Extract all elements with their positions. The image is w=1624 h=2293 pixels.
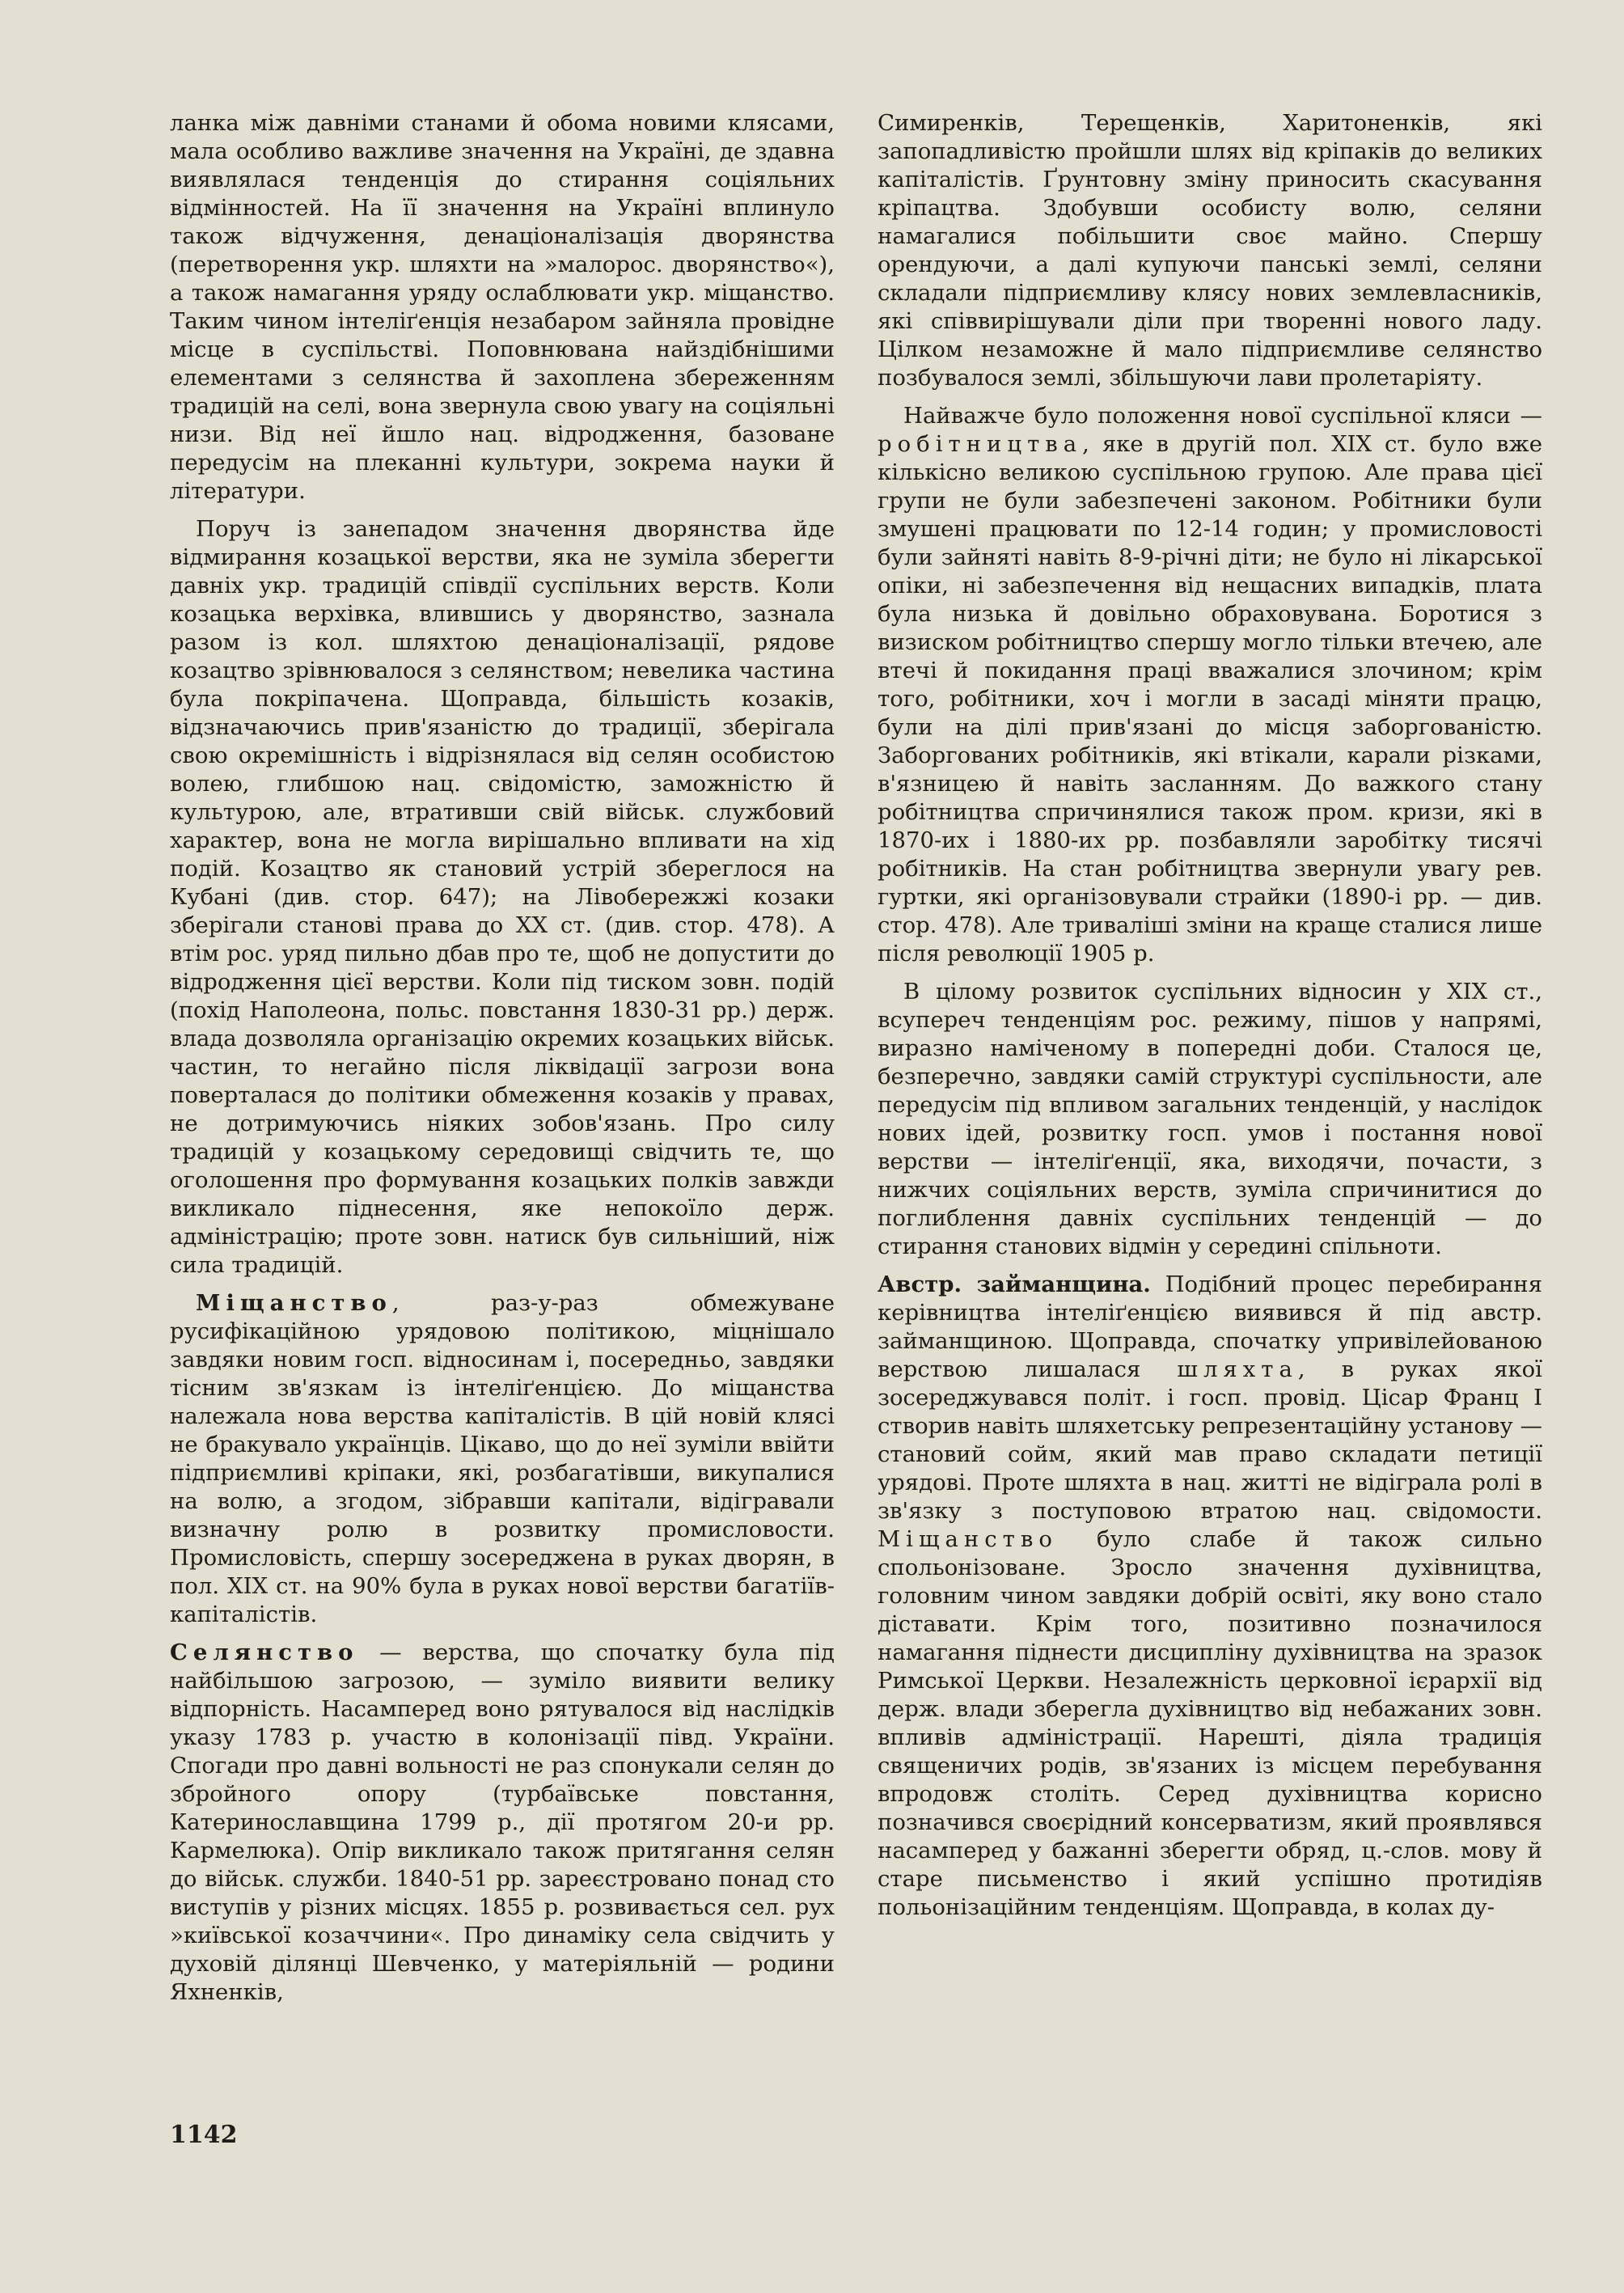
term-spaced: Міщанство <box>878 1526 1058 1552</box>
paragraph: ланка між давніми станами й обома новими клясами, мала особливо важливе значення на Україні, де здавна виявлялася тенденція до стирання соціяльних відмінностей. На її значення на Україні вплинуло також відчуження, денаціоналізація дворянства (перетворення укр. шляхти на »малорос. дворянство«), а також намагання уряду ослаблювати укр. міщанство. Таким чином інтеліґенція незабаром зайняла провідне місце в суспільстві. Поповнювана найздібнішими елементами з селянства й захоплена збереженням традицій на селі, вона звернула свою увагу на соціяльні низи. Від неї йшло нац. відродження, базоване передусім на плеканні культури, зокрема науки й літератури. <box>170 110 835 504</box>
term-spaced: шляхта <box>1177 1356 1298 1382</box>
paragraph <box>878 1271 1542 1922</box>
paragraph: Симиренків, Терещенків, Харитоненків, які запопадливістю пройшли шлях від кріпаків до великих капіталістів. Ґрунтовну зміну приносить скасування кріпацтва. Здобувши особисту волю, селяни намагалися побільшити своє майно. Спершу орендуючи, а далі купуючи панські землі, селяни складали підприємливу клясу нових землевласників, які співвирішували діли при творенні нового ладу. Цілком незаможне й мало підприємливе селянство позбувалося землі, збільшуючи лави пролетаріяту. <box>878 110 1542 391</box>
paragraph-text: — верства, що спочатку була під найбільшою загрозою, — зуміло виявити велику відпорність. Насамперед воно рятувалося від наслідків указу 1783 р. участю в колонізації півд. України. Спогади про давні вольності не раз спонукали селян до збройного опору (турбаївське повстання, Катеринославщина 1799 р., дії протягом 20-и рр. Кармелюка). Опір викликало також притягання селян до військ. служби. 1840-51 рр. зареєстровано понад сто виступів у різних місцях. 1855 р. розвивається сел. рух »київської козаччини«. Про динаміку села свідчить у духовій ділянці Шевченко, у матеріяльній — родини Яхненків, <box>170 1639 835 2005</box>
paragraph <box>170 1289 835 1629</box>
term-lead: Міщанство <box>196 1290 392 1316</box>
paragraph: В цілому розвиток суспільних відносин у XIX ст., всупереч тенденціям рос. режиму, пішов у напрямі, виразно наміченому в попередні доби. Сталося це, безперечно, завдяки самій структурі суспільности, але передусім під впливом загальних тенденцій, у наслідок нових ідей, розвитку госп. умов і постання нової верстви — інтеліґенції, яка, виходячи, почасти, з нижчих соціяльних верств, зуміла спричинитися до поглиблення давніх суспільних тенденцій — до стирання станових відмін у середині спільноти. <box>878 979 1542 1259</box>
term-lead: Селянство <box>170 1639 359 1665</box>
paragraph-text: Найважче було положення нової суспільної кляси — <box>903 403 1542 429</box>
paragraph <box>878 402 1542 968</box>
paragraph-text: , в руках якої зосереджувався політ. і госп. провід. Цісар Франц I створив навіть шляхетську репрезентаційну установу — становий сойм, який мав право складати петиції урядові. Проте шляхта в нац. житті не відіграла ролі в зв'язку з поступовою втратою нац. свідомости. <box>878 1356 1542 1524</box>
paragraph-text: , яке в другій пол. XIX ст. було вже кількісно великою суспільною групою. Але права цієї групи не були забезпечені законом. Робітники були змушені працювати по 12-14 годин; у промисловості були зайняті навіть 8-9-річні діти; не було ні лікарської опіки, ні забезпечення від нещасних випадків, плата була низька й довільно обраховувана. Боротися з визиском робітництво спершу могло тільки втечею, але втечі й покидання праці вважалися злочином; крім того, робітники, хоч і могли в засаді міняти працю, були на ділі прив'язані до місця заборгованістю. Заборгованих робітників, які втікали, карали різками, в'язницею й навіть засланням. До важкого стану робітництва спричинялися також пром. кризи, які в 1870-их і 1880-их рр. позбавляли заробітку тисячі робітників. На стан робітництва звернули увагу рев. гуртки, які організовували страйки (1890-і рр. — див. стор. 478). Але триваліші зміни на краще сталися лише після революції 1905 р. <box>878 431 1542 967</box>
right-column <box>878 109 1542 1931</box>
section-heading: Австр. займанщина. <box>878 1271 1151 1297</box>
paragraph-text: , раз-у-раз обмежуване русифікаційною урядовою політикою, міцнішало завдяки новим госп. відносинам і, посередньо, завдяки тісним зв'язкам із інтеліґенцією. До міщанства належала нова верства капіталістів. В цій новій клясі не бракувало українців. Цікаво, що до неї зуміли ввійти підприємливі кріпаки, які, розбагатівши, викупалися на волю, а згодом, зібравши капітали, відігравали визначну ролю в розвитку промисловости. Промисловість, спершу зосереджена в руках дворян, в пол. XIX ст. на 90% була в руках нової верстви багатіїв-капіталістів. <box>170 1290 835 1627</box>
page-number: 1142 <box>170 2121 238 2149</box>
paragraph-text: Подібний процес перебирання керівництва інтеліґенцією виявився й під австр. займанщиною. Щоправда, спочатку упривілейованою верствою лишалася <box>878 1271 1542 1382</box>
term-lead: робітництва <box>878 431 1083 457</box>
paragraph: Поруч із занепадом значення дворянства йде відмирання козацької верстви, яка не зуміла зберегти давніх укр. традицій співдії суспільних верств. Коли козацька верхівка, влившись у дворянство, зазнала разом із кол. шляхтою денаціоналізації, рядове козацтво зрівнювалося з селянством; невелика частина була покріпачена. Щоправда, більшість козаків, відзначаючись прив'язаністю до традиції, зберігала свою окремішність і відрізнялася від селян особистою волею, глибшою нац. свідомістю, заможністю й культурою, але, втративши свій військ. службовий характер, вона не могла вирішально впливати на хід подій. Козацтво як становий устрій збереглося на Кубані (див. стор. 647); на Лівобережжі козаки зберігали станові права до XX ст. (див. стор. 478). А втім рос. уряд пильно дбав про те, щоб не допустити до відродження цієї верстви. Коли під тиском зовн. подій (похід Наполеона, польс. повстання 1830-31 рр.) держ. влада дозволяла організацію окремих козацьких військ. частин, то негайно після ліквідації загрози вона поверталася до політики обмеження козаків у правах, не дотримуючись ніяких зобов'язань. Про силу традицій у козацькому середовищі свідчить те, що оголошення про формування козацьких полків завжди викликало піднесення, яке непокоїло держ. адміністрацію; проте зовн. натиск був сильніший, ніж сила традицій. <box>170 516 835 1278</box>
paragraph <box>170 1639 835 2007</box>
left-column <box>170 109 835 2016</box>
paragraph-text: було слабе й також сильно спольонізоване. Зросло значення духівництва, головним чином завдяки добрій освіті, яку воно стало діставати. Крім того, позитивно позначилося намагання піднести дисципліну духівництва на зразок Римської Церкви. Незалежність церковної ієрархії від держ. влади зберегла духівництво від небажаних зовн. впливів адміністрації. Нарешті, діяла традиція священичих родів, зв'язаних із місцем перебування впродовж століть. Серед духівництва корисно позначився своєрідний консерватизм, який проявлявся насамперед у бажанні зберегти обряд, ц.-слов. мову й старе письменство і який успішно протидіяв польонізаційним тенденціям. Щоправда, в колах ду- <box>878 1526 1542 1920</box>
